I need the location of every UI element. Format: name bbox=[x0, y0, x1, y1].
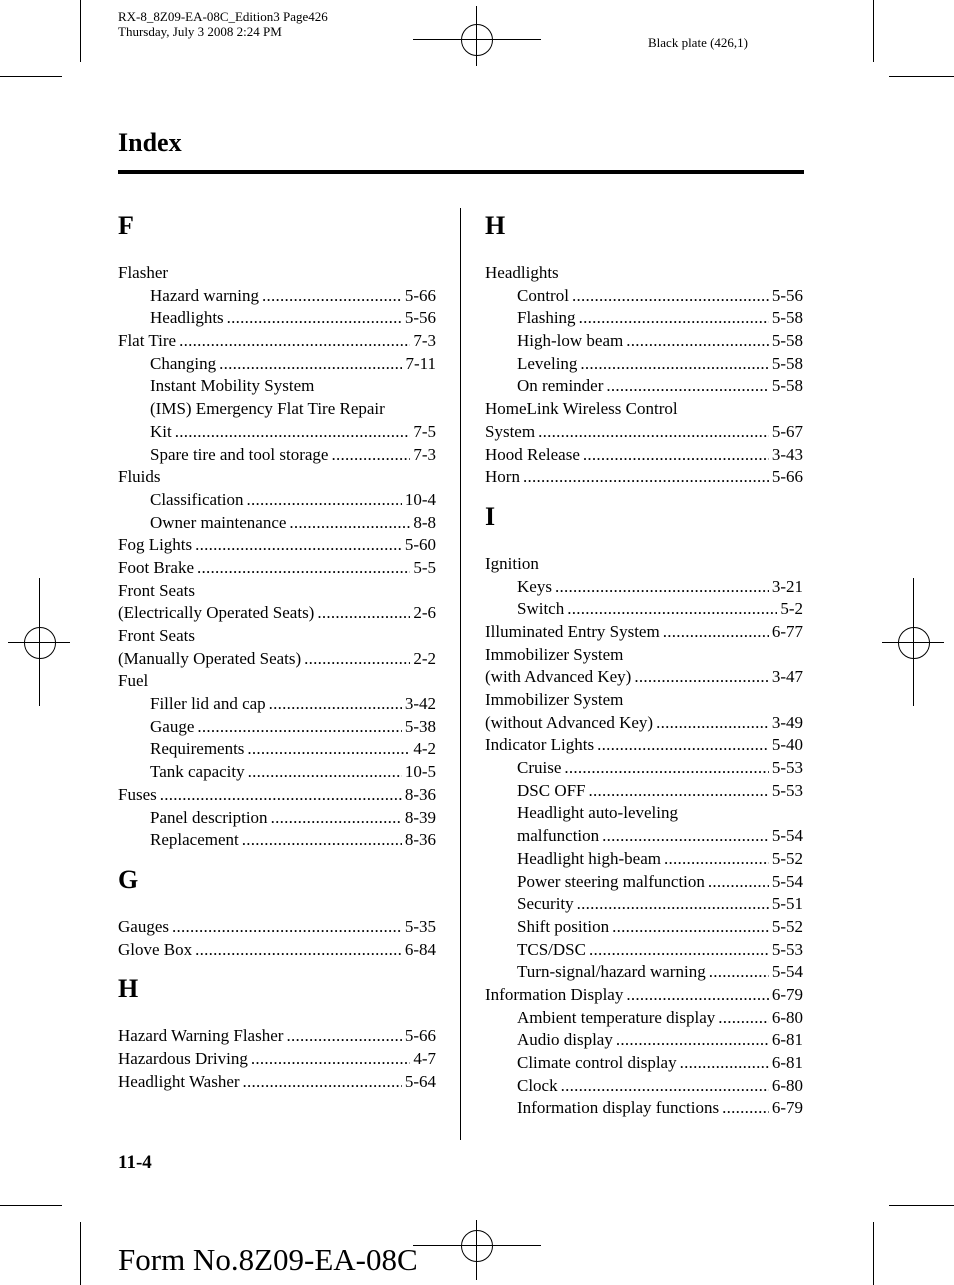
entry-label: (Manually Operated Seats) bbox=[118, 648, 302, 668]
entry-label: Front Seats bbox=[118, 580, 195, 600]
entry-page-ref: 2-2 bbox=[413, 648, 436, 668]
entry-page-ref: 5-53 bbox=[771, 780, 803, 800]
entry-label: Immobilizer System bbox=[485, 690, 624, 709]
index-entry bbox=[118, 602, 436, 625]
index-entry bbox=[118, 1071, 436, 1094]
entry-label: Requirements bbox=[150, 739, 245, 759]
entry-page-ref: 3-47 bbox=[771, 667, 803, 687]
entry-label: Hazard Warning Flasher bbox=[118, 1026, 284, 1046]
dot-leader bbox=[289, 512, 410, 535]
dot-leader bbox=[219, 353, 402, 376]
entry-label: Illuminated Entry System bbox=[485, 621, 660, 641]
entry-label: Ignition bbox=[485, 553, 539, 573]
entry-label: Flashing bbox=[517, 308, 576, 328]
entry-page-ref: 8-36 bbox=[404, 830, 436, 850]
section-letter: G bbox=[118, 864, 139, 894]
index-entry bbox=[485, 666, 803, 689]
index-subentry bbox=[118, 829, 436, 852]
index-subentry bbox=[118, 807, 436, 830]
entry-label: Filler lid and cap bbox=[150, 694, 266, 714]
index-subentry bbox=[118, 398, 436, 421]
entry-label: Security bbox=[517, 894, 574, 914]
entry-page-ref: 5-56 bbox=[404, 308, 436, 328]
entry-label: Glove Box bbox=[118, 939, 193, 959]
entry-label: Fuses bbox=[118, 784, 157, 804]
dot-leader bbox=[175, 421, 411, 444]
index-subentry bbox=[118, 716, 436, 739]
entry-page-ref: 5-58 bbox=[771, 376, 803, 396]
entry-label: Fuel bbox=[118, 671, 149, 691]
entry-label: malfunction bbox=[517, 826, 600, 846]
dot-leader bbox=[589, 939, 769, 962]
entry-label: Switch bbox=[517, 599, 565, 619]
entry-page-ref: 2-6 bbox=[413, 603, 436, 623]
dot-leader bbox=[269, 693, 402, 716]
entry-label: Indicator Lights bbox=[485, 735, 595, 755]
index-entry bbox=[118, 784, 436, 807]
entry-page-ref: 6-77 bbox=[771, 621, 803, 641]
entry-page-ref: 6-84 bbox=[404, 939, 436, 959]
index-entry bbox=[118, 580, 436, 603]
index-subentry bbox=[485, 1097, 803, 1120]
index-subentry bbox=[118, 738, 436, 761]
section-letter: F bbox=[118, 211, 134, 240]
entry-page-ref: 10-4 bbox=[404, 489, 436, 509]
entry-page-ref: 8-36 bbox=[404, 784, 436, 804]
entry-page-ref: 7-3 bbox=[413, 444, 436, 464]
entry-label: Turn-signal/hazard warning bbox=[517, 962, 706, 982]
index-subentry bbox=[485, 871, 803, 894]
dot-leader bbox=[271, 807, 402, 830]
dot-leader bbox=[248, 761, 402, 784]
entry-page-ref: 5-52 bbox=[771, 916, 803, 936]
index-entry bbox=[118, 939, 436, 962]
entry-label: Spare tire and tool storage bbox=[150, 444, 329, 464]
index-entry bbox=[485, 621, 803, 644]
entry-page-ref: 10-5 bbox=[404, 762, 436, 782]
index-subentry bbox=[485, 961, 803, 984]
index-subentry bbox=[485, 375, 803, 398]
entry-label: Headlight auto-leveling bbox=[517, 803, 678, 823]
index-entry bbox=[485, 262, 803, 285]
entry-page-ref: 7-5 bbox=[413, 421, 436, 441]
index-entry bbox=[118, 262, 436, 285]
print-job-header bbox=[118, 9, 328, 39]
entry-page-ref: 5-53 bbox=[771, 939, 803, 959]
index-entry bbox=[485, 444, 803, 467]
entry-page-ref: 3-42 bbox=[404, 694, 436, 714]
entry-label: Changing bbox=[150, 353, 217, 373]
entry-label: Hazardous Driving bbox=[118, 1048, 248, 1068]
index-entry bbox=[118, 916, 436, 939]
index-subentry bbox=[118, 375, 436, 398]
index-subentry bbox=[485, 916, 803, 939]
index-entry bbox=[485, 712, 803, 735]
dot-leader bbox=[242, 829, 402, 852]
index-entry bbox=[118, 625, 436, 648]
entry-label: Fog Lights bbox=[118, 535, 193, 555]
dot-leader bbox=[555, 576, 769, 599]
section-letter: I bbox=[485, 501, 496, 531]
dot-leader bbox=[567, 598, 777, 621]
dot-leader bbox=[634, 666, 768, 689]
index-column-right bbox=[485, 206, 803, 1120]
section-letter: H bbox=[485, 211, 506, 240]
entry-label: Owner maintenance bbox=[150, 512, 287, 532]
dot-leader bbox=[663, 621, 769, 644]
index-entry bbox=[118, 670, 436, 693]
index-subentry bbox=[485, 1075, 803, 1098]
index-subentry bbox=[485, 1029, 803, 1052]
dot-leader bbox=[251, 1048, 411, 1071]
index-subentry bbox=[118, 307, 436, 330]
entry-label: Classification bbox=[150, 489, 244, 509]
page-title: Index bbox=[118, 128, 182, 157]
dot-leader bbox=[262, 285, 402, 308]
entry-label: Shift position bbox=[517, 916, 610, 936]
entry-page-ref: 5-67 bbox=[771, 421, 803, 441]
entry-label: Information Display bbox=[485, 984, 624, 1004]
dot-leader bbox=[616, 1029, 769, 1052]
section-letter: H bbox=[118, 974, 139, 1004]
dot-leader bbox=[179, 330, 410, 353]
dot-leader bbox=[243, 1071, 402, 1094]
entry-page-ref: 5-66 bbox=[404, 285, 436, 305]
entry-label: Kit bbox=[150, 421, 172, 441]
dot-leader bbox=[172, 916, 402, 939]
index-entry bbox=[118, 330, 436, 353]
entry-page-ref: 5-54 bbox=[771, 826, 803, 846]
index-entry bbox=[485, 984, 803, 1007]
entry-label: (IMS) Emergency Flat Tire Repair bbox=[150, 399, 385, 419]
dot-leader bbox=[286, 1025, 401, 1048]
form-number: Form No.8Z09-EA-08C bbox=[118, 1242, 418, 1277]
index-column-left bbox=[118, 206, 436, 1093]
index-entry bbox=[485, 421, 803, 444]
entry-page-ref: 5-66 bbox=[404, 1026, 436, 1046]
index-entry bbox=[485, 689, 803, 712]
entry-page-ref: 4-2 bbox=[413, 739, 436, 759]
entry-page-ref: 5-54 bbox=[771, 871, 803, 891]
plate-label: Black plate (426,1) bbox=[648, 35, 748, 50]
index-subentry bbox=[118, 693, 436, 716]
entry-label: Tank capacity bbox=[150, 762, 245, 782]
entry-page-ref: 5-5 bbox=[413, 557, 436, 577]
index-subentry bbox=[485, 330, 803, 353]
dot-leader bbox=[606, 375, 768, 398]
entry-label: Headlight high-beam bbox=[517, 848, 661, 868]
entry-label: High-low beam bbox=[517, 331, 624, 351]
index-subentry bbox=[485, 1007, 803, 1030]
dot-leader bbox=[317, 602, 410, 625]
entry-page-ref: 6-80 bbox=[771, 1075, 803, 1095]
index-subentry bbox=[485, 825, 803, 848]
dot-leader bbox=[523, 466, 769, 489]
index-subentry bbox=[118, 761, 436, 784]
entry-label: Power steering malfunction bbox=[517, 871, 705, 891]
entry-label: Ambient temperature display bbox=[517, 1007, 716, 1027]
index-entry bbox=[118, 466, 436, 489]
entry-label: Hazard warning bbox=[150, 285, 260, 305]
entry-label: Cruise bbox=[517, 758, 562, 778]
dot-leader bbox=[227, 307, 402, 330]
entry-label: Front Seats bbox=[118, 626, 195, 645]
index-entry bbox=[485, 466, 803, 489]
entry-page-ref: 5-58 bbox=[771, 353, 803, 373]
entry-page-ref: 5-64 bbox=[404, 1071, 436, 1091]
entry-label: Gauge bbox=[150, 716, 195, 736]
entry-label: TCS/DSC bbox=[517, 939, 586, 959]
entry-page-ref: 3-43 bbox=[771, 444, 803, 464]
dot-leader bbox=[197, 557, 410, 580]
dot-leader bbox=[247, 738, 410, 761]
index-entry bbox=[485, 644, 803, 667]
entry-page-ref: 5-35 bbox=[404, 916, 436, 936]
index-subentry bbox=[118, 285, 436, 308]
index-subentry bbox=[118, 444, 436, 467]
entry-page-ref: 5-58 bbox=[771, 308, 803, 328]
entry-label: Panel description bbox=[150, 807, 268, 827]
entry-label: Information display functions bbox=[517, 1098, 720, 1118]
entry-page-ref: 6-79 bbox=[771, 1098, 803, 1118]
entry-page-ref: 5-60 bbox=[404, 535, 436, 555]
index-subentry bbox=[485, 939, 803, 962]
dot-leader bbox=[597, 734, 769, 757]
entry-label: (Electrically Operated Seats) bbox=[118, 603, 315, 623]
dot-leader bbox=[561, 1075, 769, 1098]
index-subentry bbox=[485, 307, 803, 330]
entry-label: HomeLink Wireless Control bbox=[485, 399, 678, 419]
entry-page-ref: 4-7 bbox=[413, 1048, 436, 1068]
dot-leader bbox=[680, 1052, 769, 1075]
dot-leader bbox=[583, 444, 769, 467]
entry-page-ref: 7-3 bbox=[413, 331, 436, 351]
index-subentry bbox=[485, 1052, 803, 1075]
dot-leader bbox=[626, 330, 769, 353]
entry-label: Headlights bbox=[150, 308, 224, 328]
dot-leader bbox=[722, 1097, 769, 1120]
entry-page-ref: 7-11 bbox=[405, 353, 436, 373]
index-subentry bbox=[485, 848, 803, 871]
entry-page-ref: 6-81 bbox=[771, 1030, 803, 1050]
entry-page-ref: 6-79 bbox=[771, 984, 803, 1004]
entry-page-ref: 5-2 bbox=[780, 599, 803, 619]
print-job-filename: RX-8_8Z09-EA-08C_Edition3 Page426 bbox=[118, 9, 328, 24]
entry-page-ref: 6-80 bbox=[771, 1007, 803, 1027]
index-subentry bbox=[118, 421, 436, 444]
index-subentry bbox=[118, 353, 436, 376]
index-subentry bbox=[485, 757, 803, 780]
index-subentry bbox=[485, 893, 803, 916]
entry-page-ref: 5-38 bbox=[404, 716, 436, 736]
entry-label: Leveling bbox=[517, 353, 578, 373]
dot-leader bbox=[708, 871, 769, 894]
dot-leader bbox=[580, 353, 768, 376]
entry-label: System bbox=[485, 421, 536, 441]
dot-leader bbox=[564, 757, 768, 780]
entry-label: Immobilizer System bbox=[485, 644, 624, 664]
index-entry bbox=[485, 734, 803, 757]
page-number: 11-4 bbox=[118, 1152, 152, 1173]
entry-page-ref: 5-53 bbox=[771, 758, 803, 778]
index-subentry bbox=[485, 598, 803, 621]
dot-leader bbox=[304, 648, 410, 671]
dot-leader bbox=[579, 307, 769, 330]
dot-leader bbox=[656, 712, 769, 735]
index-subentry bbox=[485, 780, 803, 803]
index-entry bbox=[118, 648, 436, 671]
entry-page-ref: 5-58 bbox=[771, 331, 803, 351]
index-entry bbox=[118, 557, 436, 580]
dot-leader bbox=[331, 444, 410, 467]
dot-leader bbox=[197, 716, 401, 739]
entry-page-ref: 8-8 bbox=[413, 512, 436, 532]
dot-leader bbox=[160, 784, 402, 807]
entry-label: Keys bbox=[517, 576, 552, 596]
dot-leader bbox=[538, 421, 769, 444]
entry-page-ref: 5-40 bbox=[771, 735, 803, 755]
dot-leader bbox=[626, 984, 768, 1007]
index-subentry bbox=[118, 512, 436, 535]
entry-label: Hood Release bbox=[485, 444, 580, 464]
entry-label: DSC OFF bbox=[517, 780, 586, 800]
print-job-timestamp: Thursday, July 3 2008 2:24 PM bbox=[118, 24, 282, 39]
dot-leader bbox=[577, 893, 769, 916]
entry-label: Instant Mobility System bbox=[150, 376, 315, 396]
entry-label: Foot Brake bbox=[118, 557, 195, 577]
dot-leader bbox=[664, 848, 769, 871]
entry-page-ref: 8-39 bbox=[404, 807, 436, 827]
entry-page-ref: 5-51 bbox=[771, 894, 803, 914]
entry-page-ref: 6-81 bbox=[771, 1053, 803, 1072]
entry-label: Clock bbox=[517, 1075, 558, 1095]
dot-leader bbox=[195, 534, 402, 557]
entry-page-ref: 5-56 bbox=[771, 285, 803, 305]
entry-label: Audio display bbox=[517, 1030, 613, 1050]
dot-leader bbox=[246, 489, 401, 512]
index-subentry bbox=[118, 489, 436, 512]
index-subentry bbox=[485, 353, 803, 376]
index-entry bbox=[485, 398, 803, 421]
entry-label: Control bbox=[517, 285, 569, 305]
dot-leader bbox=[572, 285, 769, 308]
entry-label: On reminder bbox=[517, 376, 604, 396]
entry-label: Horn bbox=[485, 467, 520, 487]
index-entry bbox=[118, 534, 436, 557]
dot-leader bbox=[602, 825, 769, 848]
entry-label: Flasher bbox=[118, 263, 169, 282]
column-divider bbox=[460, 208, 461, 1140]
dot-leader bbox=[195, 939, 402, 962]
entry-label: Climate control display bbox=[517, 1053, 677, 1072]
entry-label: Fluids bbox=[118, 467, 161, 487]
index-entry bbox=[118, 1048, 436, 1071]
index-entry bbox=[118, 1025, 436, 1048]
index-subentry bbox=[485, 576, 803, 599]
entry-page-ref: 5-52 bbox=[771, 848, 803, 868]
entry-label: Gauges bbox=[118, 916, 169, 936]
entry-page-ref: 3-49 bbox=[771, 712, 803, 732]
entry-page-ref: 5-54 bbox=[771, 962, 803, 982]
entry-label: Flat Tire bbox=[118, 331, 177, 351]
index-subentry bbox=[485, 285, 803, 308]
entry-page-ref: 5-66 bbox=[771, 467, 803, 487]
entry-label: (with Advanced Key) bbox=[485, 667, 632, 687]
index-entry bbox=[485, 553, 803, 576]
entry-page-ref: 3-21 bbox=[771, 576, 803, 596]
dot-leader bbox=[612, 916, 769, 939]
title-rule bbox=[118, 170, 804, 174]
dot-leader bbox=[718, 1007, 769, 1030]
entry-label: Headlight Washer bbox=[118, 1071, 240, 1091]
entry-label: (without Advanced Key) bbox=[485, 712, 654, 732]
index-subentry bbox=[485, 802, 803, 825]
entry-label: Headlights bbox=[485, 263, 559, 282]
dot-leader bbox=[709, 961, 769, 984]
dot-leader bbox=[589, 780, 769, 803]
entry-label: Replacement bbox=[150, 830, 239, 850]
